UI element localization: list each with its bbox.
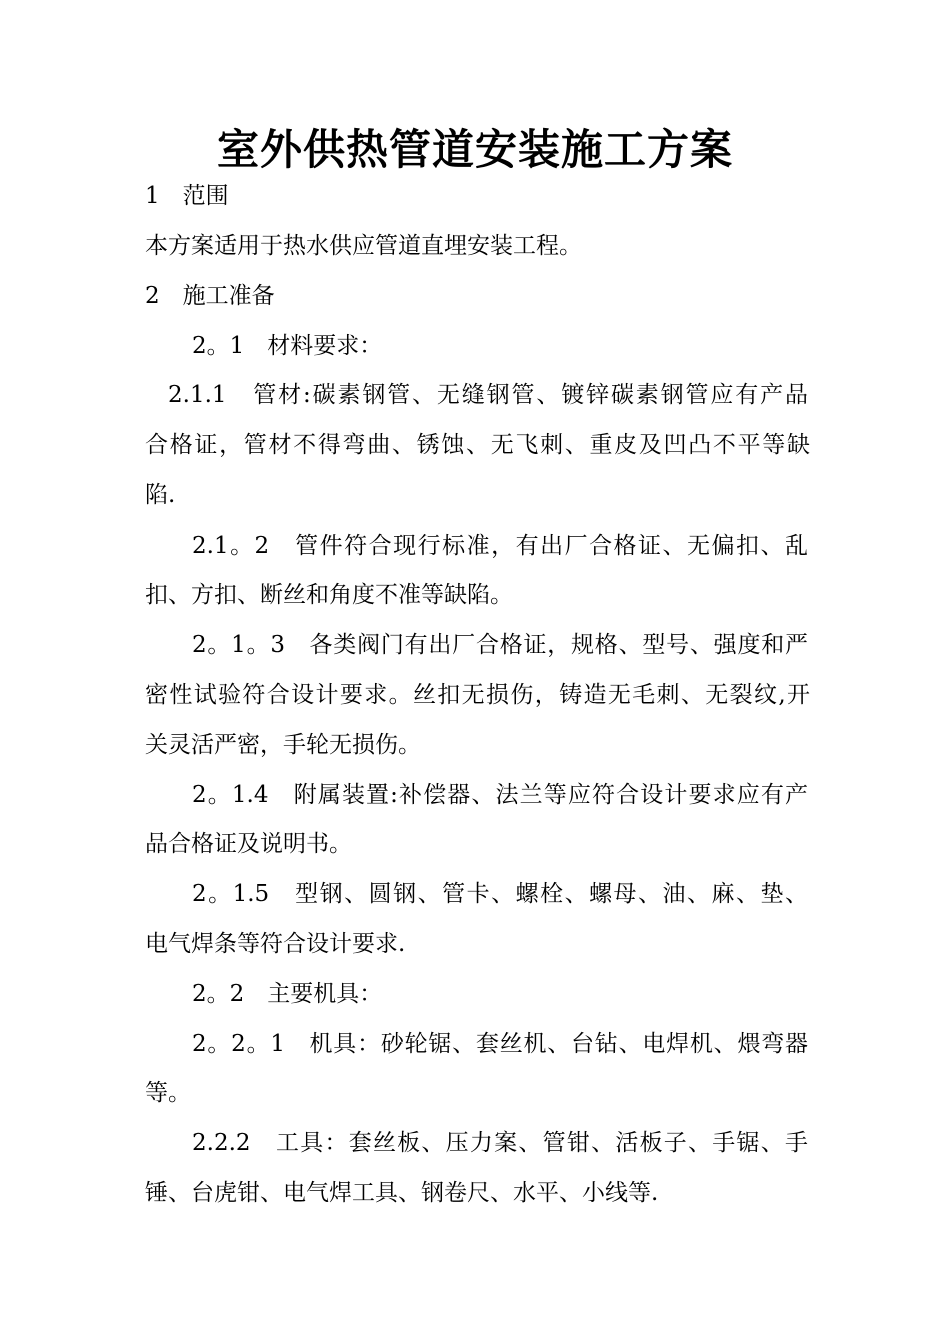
paragraph-line: 2。2。1 机具：砂轮锯、套丝机、台钻、电焊机、煨弯器 [192, 1031, 808, 1057]
paragraph-line: 2.2.2 工具：套丝板、压力案、管钳、活板子、手锯、手 [192, 1130, 808, 1156]
paragraph-line: 品合格证及说明书。 [145, 831, 352, 857]
section-heading-preparation: 2 施工准备 [145, 283, 275, 309]
paragraph-line: 2.1.1 管材:碳素钢管、无缝钢管、镀锌碳素钢管应有产品 [168, 382, 808, 408]
section-heading-scope: 1 范围 [145, 183, 229, 209]
paragraph-line: 2。1.4 附属装置:补偿器、法兰等应符合设计要求应有产 [192, 782, 808, 808]
paragraph-line: 陷. [145, 482, 176, 508]
subsection-heading-materials: 2。1 材料要求： [192, 333, 383, 359]
paragraph-line: 等。 [145, 1080, 191, 1106]
paragraph-line: 本方案适用于热水供应管道直埋安装工程。 [145, 233, 582, 259]
paragraph-line: 锤、台虎钳、电气焊工具、钢卷尺、水平、小线等. [145, 1180, 659, 1206]
paragraph-line: 关灵活严密，手轮无损伤。 [145, 732, 421, 758]
paragraph-line: 合格证，管材不得弯曲、锈蚀、无飞刺、重皮及凹凸不平等缺 [145, 432, 810, 458]
document-title: 室外供热管道安装施工方案 [216, 125, 733, 174]
paragraph-line: 2.1。2 管件符合现行标准，有出厂合格证、无偏扣、乱 [192, 533, 808, 559]
paragraph-line: 密性试验符合设计要求。丝扣无损伤，铸造无毛刺、无裂纹,开 [145, 682, 810, 708]
subsection-heading-tools: 2。2 主要机具： [192, 981, 383, 1007]
paragraph-line: 2。1。3 各类阀门有出厂合格证，规格、型号、强度和严 [192, 632, 808, 658]
paragraph-line: 扣、方扣、断丝和角度不准等缺陷。 [145, 582, 513, 608]
paragraph-line: 2。1.5 型钢、圆钢、管卡、螺栓、螺母、油、麻、垫、 [192, 881, 808, 907]
paragraph-line: 电气焊条等符合设计要求. [145, 931, 406, 957]
